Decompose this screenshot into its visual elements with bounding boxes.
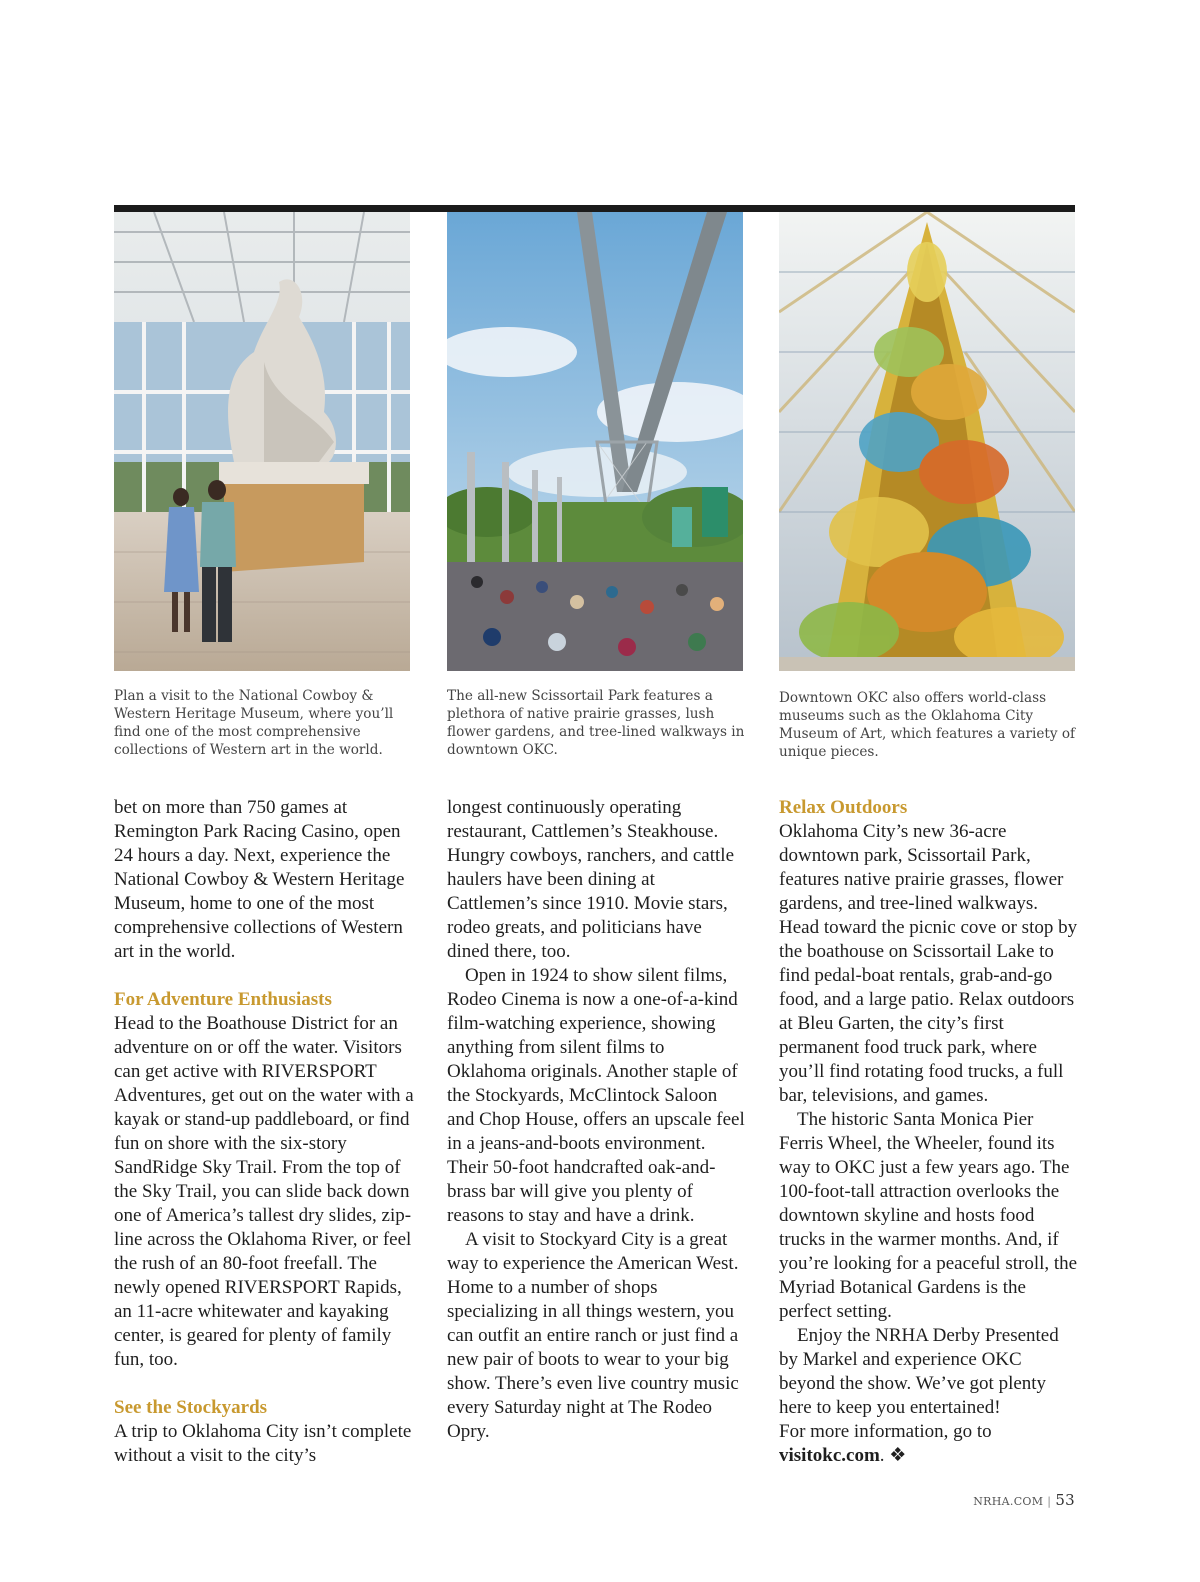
body-paragraph: Open in 1924 to show silent films, Rodeo Cinema is now a one-of-a-kind film-watching experience, showing anything from silent films to Oklahoma originals. Another staple of the Stockyards, McClintock Saloon and Chop House, offers an upscale feel in a jeans-and-boots environment. Their 50-foot handcrafted oak-and-brass bar will give you plenty of reasons to stay and have a drink. xyxy=(447,965,745,1226)
page-folio xyxy=(973,1491,1075,1509)
body-paragraph: A visit to Stockyard City is a great way to experience the American West. Home to a number of shops specializing in all things western, you can outfit an entire ranch or just find a new pair of boots to wear to your big show. There’s even live country music every Saturday night at The Rodeo Opry. xyxy=(447,1229,739,1442)
folio-separator: | xyxy=(1047,1495,1052,1508)
photo-scissortail-park xyxy=(447,212,743,671)
photo-caption: The all-new Scissortail Park features a plethora of native prairie grasses, lush flower gardens, and tree-lined walkways in downtown OKC. xyxy=(447,688,745,758)
closing-suffix: . ❖ xyxy=(879,1445,907,1466)
body-paragraph: longest continuously operating restaurant, Cattlemen’s Steakhouse. Hungry cowboys, ranchers, and cattle haulers have been dining at Cattlemen’s since 1910. Movie stars, rodeo greats, and politicians have dined there, too. xyxy=(447,797,735,962)
body-paragraph: Oklahoma City’s new 36-acre downtown park, Scissortail Park, features native prairie grasses, flower gardens, and tree-lined walkways. Head toward the picnic cove or stop by the boathouse on Scissortail Lake to find pedal-boat rentals, grab-and-go food, and a large patio. Relax outdoors at Bleu Garten, the city’s first permanent food truck park, where you’ll find rotating food trucks, a full bar, televisions, and games. xyxy=(779,821,1078,1106)
article-column-2 xyxy=(447,796,747,1444)
visitokc-link[interactable]: visitokc.com xyxy=(779,1445,880,1466)
body-paragraph: Head to the Boathouse District for an adventure on or off the water. Visitors can get active with RIVERSPORT Adventures, get out on the water with a kayak or stand-up paddleboard, or find fun on shore with the six-story SandRidge Sky Trail. From the top of the Sky Trail, you can slide back down one of America’s tallest dry slides, zip-line across the Oklahoma River, or feel the rush of an 80-foot freefall. The newly opened RIVERSPORT Rapids, an 11-acre whitewater and kayaking center, is geared for plenty of family fun, too. xyxy=(114,1013,414,1370)
closing-line xyxy=(779,1420,1079,1468)
body-paragraph: A trip to Oklahoma City isn’t complete without a visit to the city’s xyxy=(114,1421,412,1466)
page-number: 53 xyxy=(1055,1491,1075,1509)
article-column-1 xyxy=(114,796,414,1468)
photo-caption: Plan a visit to the National Cowboy & Western Heritage Museum, where you’ll find one of the most comprehensive collections of Western art in the world. xyxy=(114,688,394,758)
closing-prefix: For more information, go to xyxy=(779,1421,992,1442)
photo-glass-art-tower xyxy=(779,212,1075,671)
body-paragraph: The historic Santa Monica Pier Ferris Wheel, the Wheeler, found its way to OKC just a few years ago. The 100-foot-tall attraction overlooks the downtown skyline and hosts food trucks in the warmer months. And, if you’re looking for a peaceful stroll, the Myriad Botanical Gardens is the perfect setting. xyxy=(779,1109,1078,1322)
body-paragraph: Enjoy the NRHA Derby Presented by Markel and experience OKC beyond the show. We’ve got plenty here to keep you entertained! xyxy=(779,1325,1059,1418)
section-heading-relax: Relax Outdoors xyxy=(779,797,908,818)
body-paragraph: bet on more than 750 games at Remington Park Racing Casino, open 24 hours a day. Next, experience the National Cowboy & Western Heritage Museum, home to one of the most comprehensive collections of Western art in the world. xyxy=(114,797,405,962)
section-heading-stockyards: See the Stockyards xyxy=(114,1397,268,1418)
article-column-3 xyxy=(779,796,1079,1468)
folio-site: NRHA.COM xyxy=(973,1495,1044,1508)
top-rule xyxy=(114,205,1075,212)
section-heading-adventure: For Adventure Enthusiasts xyxy=(114,989,332,1010)
photo-cowboy-museum-statue xyxy=(114,212,410,671)
photo-caption: Downtown OKC also offers world-class museums such as the Oklahoma City Museum of Art, which features a variety of unique pieces. xyxy=(779,690,1076,760)
